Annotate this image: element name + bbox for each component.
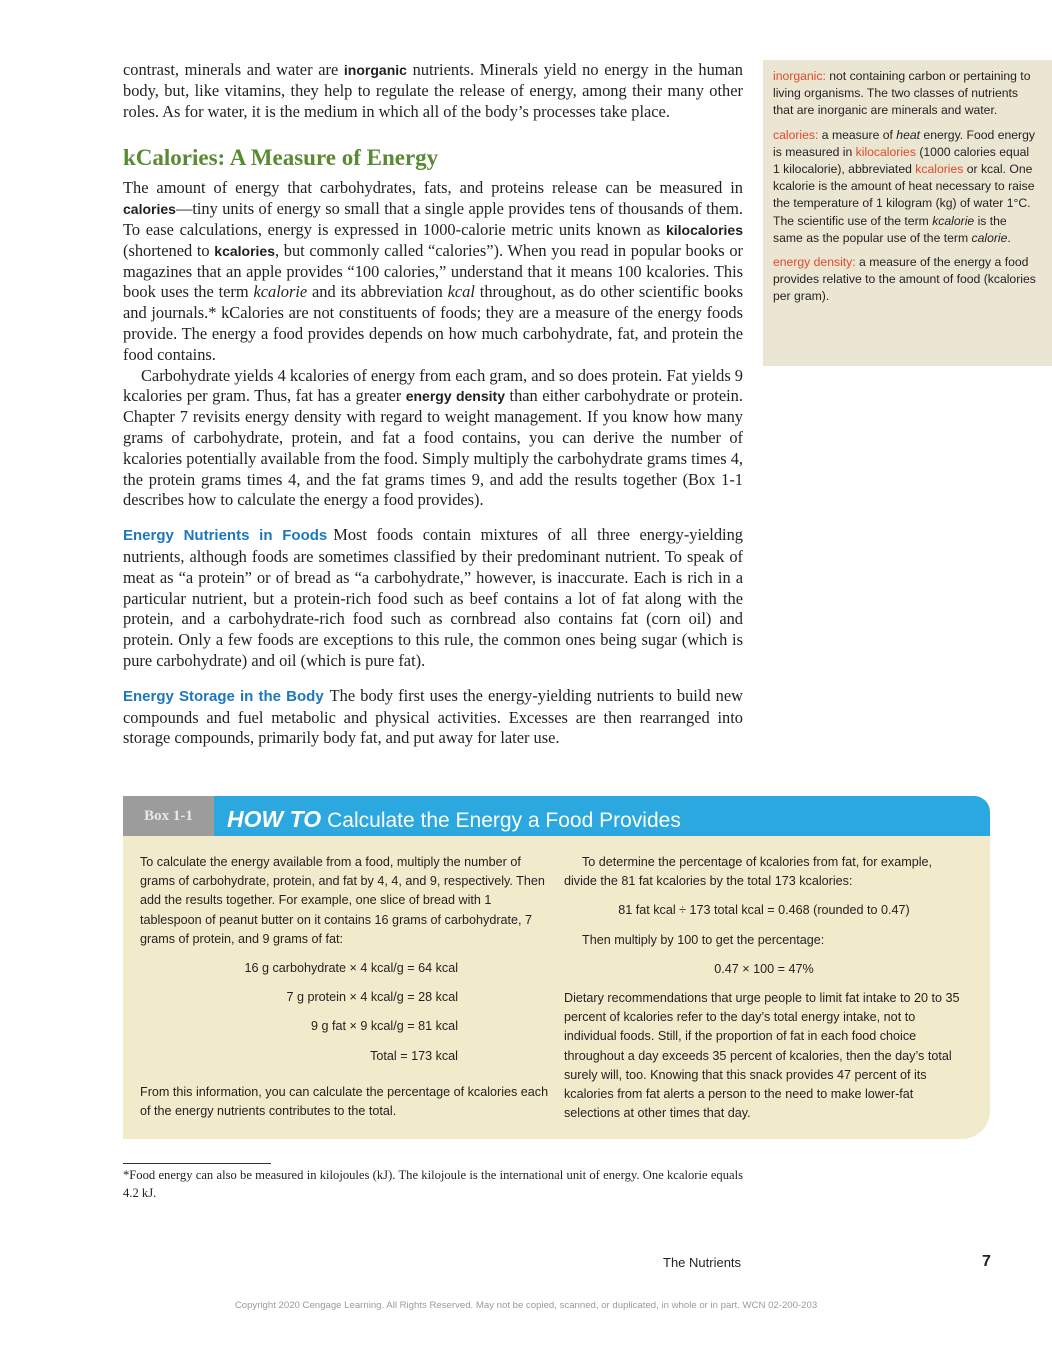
box-paragraph: Then multiply by 100 to get the percentage:: [582, 932, 825, 947]
glossary-definition: (1000 calories equal 1 kilocalorie), abbreviated: [773, 144, 1030, 177]
glossary-definition: energy. Food energy is measured in: [773, 127, 1035, 159]
text-run: The body first uses the energy-yielding nutrients to build new compounds and fuel metabolic and physical activities. Excesses are then rearranged into storage compounds, primarily body fat, and put away for later use.: [123, 685, 743, 748]
glossary-sidebar: [763, 60, 1052, 366]
page-number: 7: [982, 1253, 991, 1270]
text-run: , but commonly called “calories”). When you read in popular books or magazines that an apple provides “100 calories,” understand that it means 100 kcalories. This book uses the term: [123, 240, 744, 302]
paragraph: [123, 366, 743, 512]
box-paragraph: To calculate the energy available from a food, multiply the number of grams of carbohydrate, protein, and fat by 4, 4, and 9, respectively. Then add the results together. For example, one slice of bread with 1 tablespoon of peanut butter on it contains 16 grams of carbohydrate, 7 grams of protein, and 9 grams of fat:: [140, 855, 545, 946]
glossary-term: inorganic:: [773, 69, 826, 83]
text-run: contrast, minerals and water are: [123, 60, 344, 79]
howto-label: HOW TO: [227, 806, 322, 832]
subsection-heading: Energy Storage in the Body: [123, 687, 324, 705]
text-run: —tiny units of energy so small that a single apple provides tens of thousands of them. To ease calculations, energy is expressed in 1000-calorie metric units known as: [123, 199, 743, 239]
glossary-definition: a measure of: [818, 127, 897, 142]
italic-term: kcalorie: [253, 282, 308, 302]
box-left-column: [140, 853, 550, 1121]
box-paragraph: From this information, you can calculate the percentage of kcalories each of the energy nutrients contributes to the total.: [140, 1084, 549, 1119]
copyright-notice: Copyright 2020 Cengage Learning. All Rights Reserved. May not be copied, scanned, or duplicated, in whole or in part. WCN 02-200-203: [234, 1300, 818, 1311]
equation: 7 g protein × 4 kcal/g = 28 kcal: [286, 990, 458, 1005]
box-title: [227, 796, 681, 836]
text-run: The amount of energy that carbohydrates, fats, and proteins release can be measured in: [123, 178, 743, 198]
italic-term: heat: [896, 127, 921, 142]
glossary-term: kcalories: [915, 162, 964, 177]
glossary-entry: [773, 127, 1038, 247]
box-paragraph: To determine the percentage of kcalories from fat, for example, divide the 81 fat kcalories by the total 173 kcalories:: [564, 855, 932, 889]
text-run: Carbohydrate yields 4 kcalories of energy from each gram, and so does protein. Fat yields 9 kcalories per gram. Thus, fat has a greater: [123, 365, 743, 406]
text-run: and its abbreviation: [307, 282, 448, 302]
box-label: Box 1-1: [123, 796, 214, 836]
equation: 0.47 × 100 = 47%: [714, 961, 814, 976]
text-run: Most foods contain mixtures of all three energy-yielding nutrients, although foods are sometimes classified by their predominant nutrient. To speak of meat as “a protein” or of bread as “a carbohydrate,” however, is inaccurate. Each is rich in a particular nutrient, but a protein-rich food such as beef contains a lot of fat along with the protein, and a carbohydrate-rich food such as cornbread also contains fat (corn oil) and protein. Only a few foods are exceptions to this rule, the common ones being sugar (which is pure carbohydrate) and oil (which is pure fat).: [123, 525, 744, 670]
box-header: [123, 796, 990, 836]
equation: 81 fat kcal ÷ 173 total kcal = 0.468 (rounded to 0.47): [618, 903, 910, 918]
equation: 9 g fat × 9 kcal/g = 81 kcal: [310, 1019, 458, 1034]
equation: Total = 173 kcal: [370, 1048, 458, 1063]
glossary-entry: [773, 254, 1038, 306]
key-term: kilocalories: [665, 221, 743, 238]
subsection-heading: Energy Nutrients in Foods: [123, 527, 328, 545]
paragraph: [123, 178, 743, 365]
italic-term: kcal: [447, 282, 475, 302]
text-run: (shortened to: [123, 240, 215, 260]
glossary-definition: is the same as the popular use of the term: [773, 213, 1007, 245]
main-column: [123, 60, 743, 749]
text-run: nutrients. Minerals yield no energy in the human body, but, like vitamins, they help to regulate the release of energy, among their many other roles. As for water, it is the medium in which all of the body’s processes take place.: [123, 60, 743, 121]
glossary-definition: .: [1007, 230, 1011, 245]
key-term: energy density: [405, 388, 505, 405]
footnote: *Food energy can also be measured in kilojoules (kJ). The kilojoule is the international unit of energy. One kcalorie equals 4.2 kJ.: [123, 1168, 743, 1200]
howto-box: [123, 796, 990, 1139]
paragraph: [123, 686, 743, 749]
glossary-definition: not containing carbon or pertaining to living organisms. The two classes of nutrients that are inorganic are minerals and water.: [773, 69, 1031, 118]
footnote-rule: [123, 1163, 271, 1164]
box-right-column: [564, 853, 964, 1123]
key-term: calories: [123, 201, 176, 218]
equation: 16 g carbohydrate × 4 kcal/g = 64 kcal: [244, 961, 458, 976]
paragraph: [123, 525, 743, 672]
glossary-entry: [773, 68, 1038, 120]
glossary-definition: or kcal. One kcalorie is the amount of heat necessary to raise the temperature of 1 kilogram (kg) of water 1°C. The scientific use of the term: [773, 162, 1035, 228]
italic-term: kcalorie: [932, 213, 975, 228]
running-head: The Nutrients: [663, 1255, 742, 1270]
equation-group: [140, 959, 458, 1066]
glossary-term: kilocalories: [855, 144, 916, 159]
paragraph: [123, 60, 743, 122]
glossary-definition: a measure of the energy a food provides relative to the amount of food (kcalories per gram).: [773, 255, 1036, 304]
text-run: throughout, as do other scientific books and journals.* kCalories are not constituents of foods; they are a measure of the energy foods provide. The energy a food provides depends on how much carbohydrate, fat, and protein the food contains.: [123, 282, 743, 364]
text-run: than either carbohydrate or protein. Chapter 7 revisits energy density with regard to weight management. If you know how many grams of carbohydrate, protein, and fat a food contains, you can derive the number of kcalories potentially available from the food. Simply multiply the carbohydrate grams times 4, the protein grams times 4, and the fat grams times 9, and add the results together (Box 1-1 describes how to calculate the energy a food provides).: [123, 386, 743, 510]
glossary-term: calories:: [773, 127, 819, 142]
key-term: inorganic: [343, 62, 407, 78]
glossary-term: energy density:: [773, 255, 856, 270]
box-paragraph: Dietary recommendations that urge people to limit fat intake to 20 to 35 percent of kcalories refer to the day’s total energy intake, not to individual foods. Still, if the proportion of fat in each food choice throughout a day exceeds 35 percent of kcalories, then the day’s total surely will, too. Knowing that this snack provides 47 percent of its kcalories from fat alerts a person to the need to make lower-fat selections at other times that day.: [564, 991, 960, 1121]
section-heading: kCalories: A Measure of Energy: [123, 145, 439, 171]
box-title-text: Calculate the Energy a Food Provides: [327, 809, 681, 832]
key-term: kcalories: [214, 242, 275, 259]
italic-term: calorie: [971, 230, 1008, 245]
